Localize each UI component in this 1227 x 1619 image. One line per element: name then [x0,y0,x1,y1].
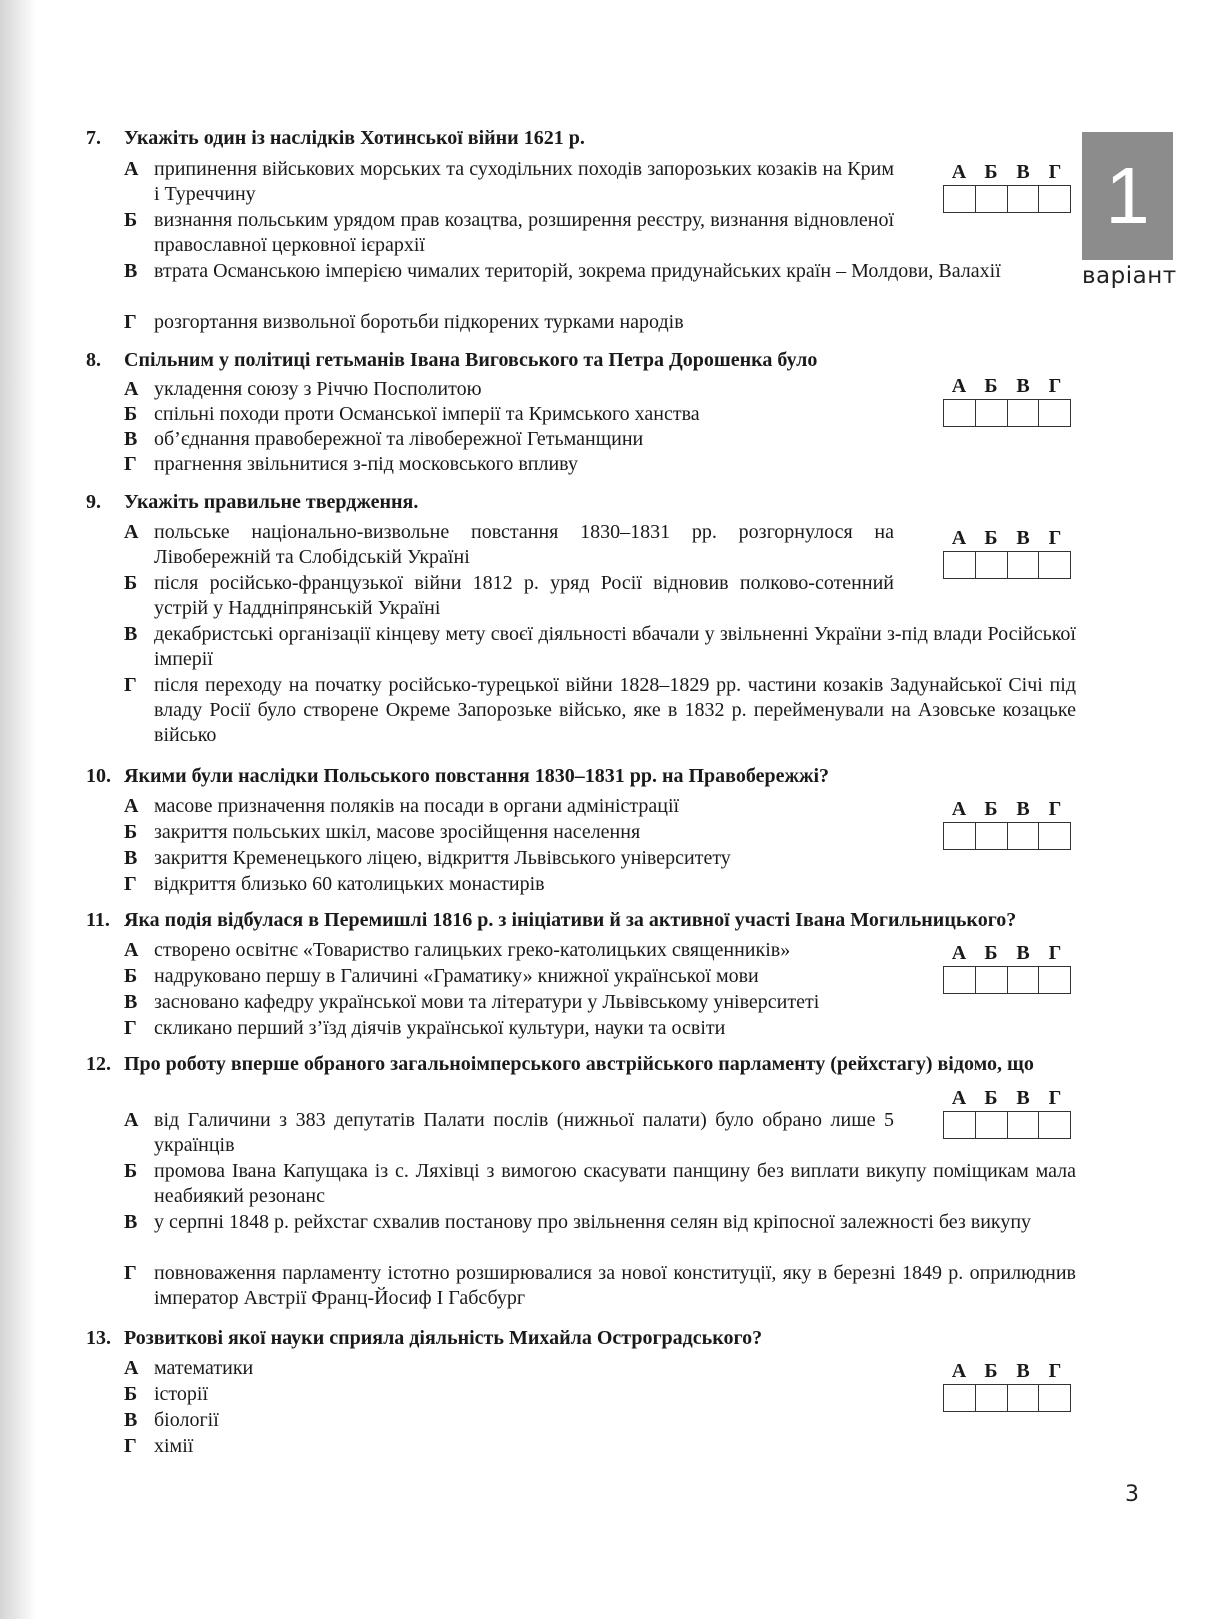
answer-head-h: Г [1048,1087,1062,1109]
question-7-option-a [124,157,894,207]
option-text: створено освітнє «Товариство галицьких греко-католицьких священників» [154,939,791,961]
option-text: засновано кафедру української мови та літератури у Львівському університеті [154,991,820,1013]
answer-head-h: Г [1048,375,1062,397]
question-7-option-b [124,208,894,258]
question-9-text [86,490,1076,515]
answer-head-v: В [1016,1087,1030,1109]
answer-cell-h[interactable] [1039,400,1070,426]
option-text: математики [154,1357,254,1379]
question-10-option-h [124,872,894,897]
question-number: 10. [86,765,111,787]
answer-head-h: Г [1048,527,1062,549]
question-10-option-v [124,846,894,871]
option-text: надруковано першу в Галичині «Граматику» книжної української мови [154,965,759,987]
answer-head-b: Б [984,375,998,397]
question-13-text [86,1326,1076,1351]
answer-cell-b[interactable] [976,552,1008,578]
answer-cell-a[interactable] [944,1385,976,1411]
answer-cell-v[interactable] [1008,552,1040,578]
option-letter: Б [124,1383,138,1405]
option-letter: В [124,428,138,450]
question-11-answer-grid [943,942,1071,994]
question-text: Укажіть правильне твердження. [124,491,419,513]
option-letter: Г [124,1262,137,1284]
answer-head-v: В [1016,161,1030,183]
answer-cell-v[interactable] [1008,186,1040,212]
question-12-option-a [124,1108,894,1158]
question-7-option-h [124,310,1076,335]
answer-head-v: В [1016,527,1030,549]
question-text: Якими були наслідки Польського повстання 1830–1831 рр. на Правобережжі? [124,765,830,787]
option-text: хімії [154,1435,194,1457]
question-9-option-b [124,571,894,621]
option-letter: В [124,260,138,282]
option-letter: А [124,521,139,543]
question-number: 7. [86,127,101,149]
answer-cell-b[interactable] [976,186,1008,212]
option-letter: А [124,1109,139,1131]
option-text: спільні походи проти Османської імперії та Кримського ханства [154,403,700,425]
option-text: промова Івана Капущака із с. Ляхівці з вимогою скасувати панщину без виплати викупу поміщикам мала неабиякий резонанс [154,1160,1076,1207]
question-11-option-a [124,938,894,963]
option-letter: Г [124,1435,137,1457]
option-text: польське національно-визвольне повстання 1830–1831 рр. розгорнулося на Лівобережній та Слобідській Україні [154,521,894,568]
option-letter: Б [124,209,138,231]
question-text: Спільним у політиці гетьманів Івана Виговського та Петра Дорошенка було [124,349,818,371]
answer-cell-h[interactable] [1039,186,1070,212]
option-letter: Б [124,965,138,987]
option-text: історії [154,1383,209,1405]
option-text: розгортання визвольної боротьби підкорених турками народів [154,311,684,333]
option-letter: Б [124,572,138,594]
answer-head-h: Г [1048,942,1062,964]
question-12-text [86,1052,1076,1077]
option-text: укладення союзу з Річчю Посполитою [154,378,482,400]
option-text: відкриття близько 60 католицьких монастирів [154,873,545,895]
answer-cell-a[interactable] [944,1112,976,1138]
option-text: закриття Кременецького ліцею, відкриття Львівського університету [154,847,731,869]
option-text: прагнення звільнитися з-під московського впливу [154,453,578,475]
question-9-option-h [124,673,1076,748]
option-text: після російсько-французької війни 1812 р. уряд Росії відновив полково-сотенний устрій у Наддніпрянській Україні [154,572,894,619]
question-text: Розвиткові якої науки сприяла діяльність Михайла Остроградського? [124,1327,763,1349]
answer-head-v: В [1016,375,1030,397]
answer-head-v: В [1016,1360,1030,1382]
question-9-option-v [124,622,1076,672]
answer-cell-a[interactable] [944,400,976,426]
option-text: декабристські організації кінцеву мету своєї діяльності вбачали у звільненні України з-під влади Російської імперії [154,623,1076,670]
variant-label: варіант [1082,263,1177,289]
answer-head-b: Б [984,161,998,183]
answer-head-h: Г [1048,798,1062,820]
question-7-text [86,126,1076,151]
question-number: 11. [86,909,110,931]
option-letter: Г [124,1017,137,1039]
question-8-option-a [124,377,894,402]
option-letter: В [124,623,138,645]
question-10-answer-grid [943,798,1071,850]
answer-cell-v[interactable] [1008,967,1040,993]
option-letter: В [124,991,138,1013]
option-letter: Б [124,1160,138,1182]
answer-head-v: В [1016,798,1030,820]
option-text: закриття польських шкіл, масове зросійщення населення [154,821,641,843]
option-text: визнання польським урядом прав козацтва, розширення реєстру, визнання відновленої православної церковної ієрархії [154,209,894,256]
option-letter: А [124,378,139,400]
answer-cell-h[interactable] [1039,1385,1070,1411]
answer-cell-a[interactable] [944,552,976,578]
question-12-option-v [124,1210,1076,1235]
question-13-option-v [124,1408,894,1433]
option-text: втрата Османською імперією чималих територій, зокрема придунайських країн – Молдови, Валахії [154,260,1001,282]
answer-cell-v[interactable] [1008,1112,1040,1138]
option-letter: А [124,158,139,180]
question-number: 8. [86,349,101,371]
answer-head-v: В [1016,942,1030,964]
question-text: Яка подія відбулася в Перемишлі 1816 р. з ініціативи й за активної участі Івана Могильницького? [124,909,1017,931]
question-13-option-a [124,1356,894,1381]
answer-cell-b[interactable] [976,400,1008,426]
option-letter: Г [124,674,137,696]
answer-head-a: А [951,161,967,183]
question-number: 9. [86,491,101,513]
option-letter: Б [124,821,138,843]
answer-cell-a[interactable] [944,186,976,212]
question-number: 12. [86,1053,111,1075]
option-letter: В [124,1211,138,1233]
variant-number: 1 [1105,151,1150,240]
answer-head-b: Б [984,942,998,964]
answer-cell-v[interactable] [1008,823,1040,849]
answer-head-a: А [951,1360,967,1382]
option-letter: Г [124,453,137,475]
answer-head-b: Б [984,1087,998,1109]
answer-head-b: Б [984,527,998,549]
question-text: Про роботу вперше обраного загальноімперського австрійського парламенту (рейхстагу) відомо, що [124,1053,1034,1075]
answer-head-a: А [951,798,967,820]
answer-cell-v[interactable] [1008,400,1040,426]
answer-head-a: А [951,375,967,397]
question-13-option-b [124,1382,894,1407]
question-9-option-a [124,520,894,570]
option-text: повноваження парламенту істотно розширювалися за нової конституції, яку в березні 1849 р. оприлюднив імператор Австрії Франц-Йосиф І Габсбург [154,1262,1076,1309]
option-letter: Г [124,311,137,333]
answer-head-h: Г [1048,1360,1062,1382]
answer-head-b: Б [984,798,998,820]
question-text: Укажіть один із наслідків Хотинської війни 1621 р. [124,127,585,149]
answer-cell-h[interactable] [1039,967,1070,993]
answer-cell-h[interactable] [1039,823,1070,849]
question-11-option-h [124,1016,894,1041]
option-text: масове призначення поляків на посади в органи адміністрації [154,795,680,817]
question-8-option-h [124,452,894,477]
answer-cell-b[interactable] [976,1385,1008,1411]
question-7-answer-grid [943,161,1071,213]
answer-cell-h[interactable] [1039,552,1070,578]
answer-cell-v[interactable] [1008,1385,1040,1411]
option-letter: А [124,795,139,817]
answer-cell-h[interactable] [1039,1112,1070,1138]
option-letter: Г [124,873,137,895]
option-text: об’єднання правобережної та лівобережної Гетьманщини [154,428,644,450]
question-12-option-h [124,1261,1076,1311]
answer-head-b: Б [984,1360,998,1382]
option-text: припинення військових морських та суходільних походів запорозьких козаків на Крим і Туреччину [154,158,894,205]
option-text: біології [154,1409,219,1431]
option-text: скликано перший з’їзд діячів української культури, науки та освіти [154,1017,726,1039]
option-text: після переходу на початку російсько-турецької війни 1828–1829 рр. частини козаків Задунайської Січі під владу Росії було створене Окреме Запорозьке військо, яке в 1832 р. перейменували на Азовське козацьке військо [154,674,1076,746]
question-12-option-b [124,1159,1076,1209]
answer-head-h: Г [1048,161,1062,183]
question-7-option-v [124,259,1076,284]
answer-cell-b[interactable] [976,823,1008,849]
option-text: від Галичини з 383 депутатів Палати послів (нижньої палати) було обрано лише 5 українців [154,1109,894,1156]
answer-cell-b[interactable] [976,967,1008,993]
question-12-answer-grid [943,1087,1071,1139]
question-13-option-h [124,1434,894,1459]
question-8-text [86,348,1076,373]
page-edge-shadow [0,0,36,1619]
answer-cell-b[interactable] [976,1112,1008,1138]
option-letter: В [124,847,138,869]
option-letter: В [124,1409,138,1431]
question-13-answer-grid [943,1360,1071,1412]
answer-cell-a[interactable] [944,967,976,993]
answer-head-a: А [951,527,967,549]
question-8-option-b [124,402,894,427]
answer-cell-a[interactable] [944,823,976,849]
question-10-text [86,764,1076,789]
option-letter: А [124,1357,139,1379]
option-text: у серпні 1848 р. рейхстаг схвалив постанову про звільнення селян від кріпосної залежності без викупу [154,1211,1032,1233]
question-8-option-v [124,427,894,452]
option-letter: А [124,939,139,961]
question-10-option-a [124,794,894,819]
question-10-option-b [124,820,894,845]
question-number: 13. [86,1327,111,1349]
variant-badge [1082,132,1173,260]
question-11-option-v [124,990,894,1015]
question-11-text [86,908,1076,933]
option-letter: Б [124,403,138,425]
answer-head-a: А [951,942,967,964]
answer-head-a: А [951,1087,967,1109]
question-8-answer-grid [943,375,1071,427]
question-9-answer-grid [943,527,1071,579]
question-11-option-b [124,964,894,989]
page-number: 3 [1125,1482,1139,1507]
